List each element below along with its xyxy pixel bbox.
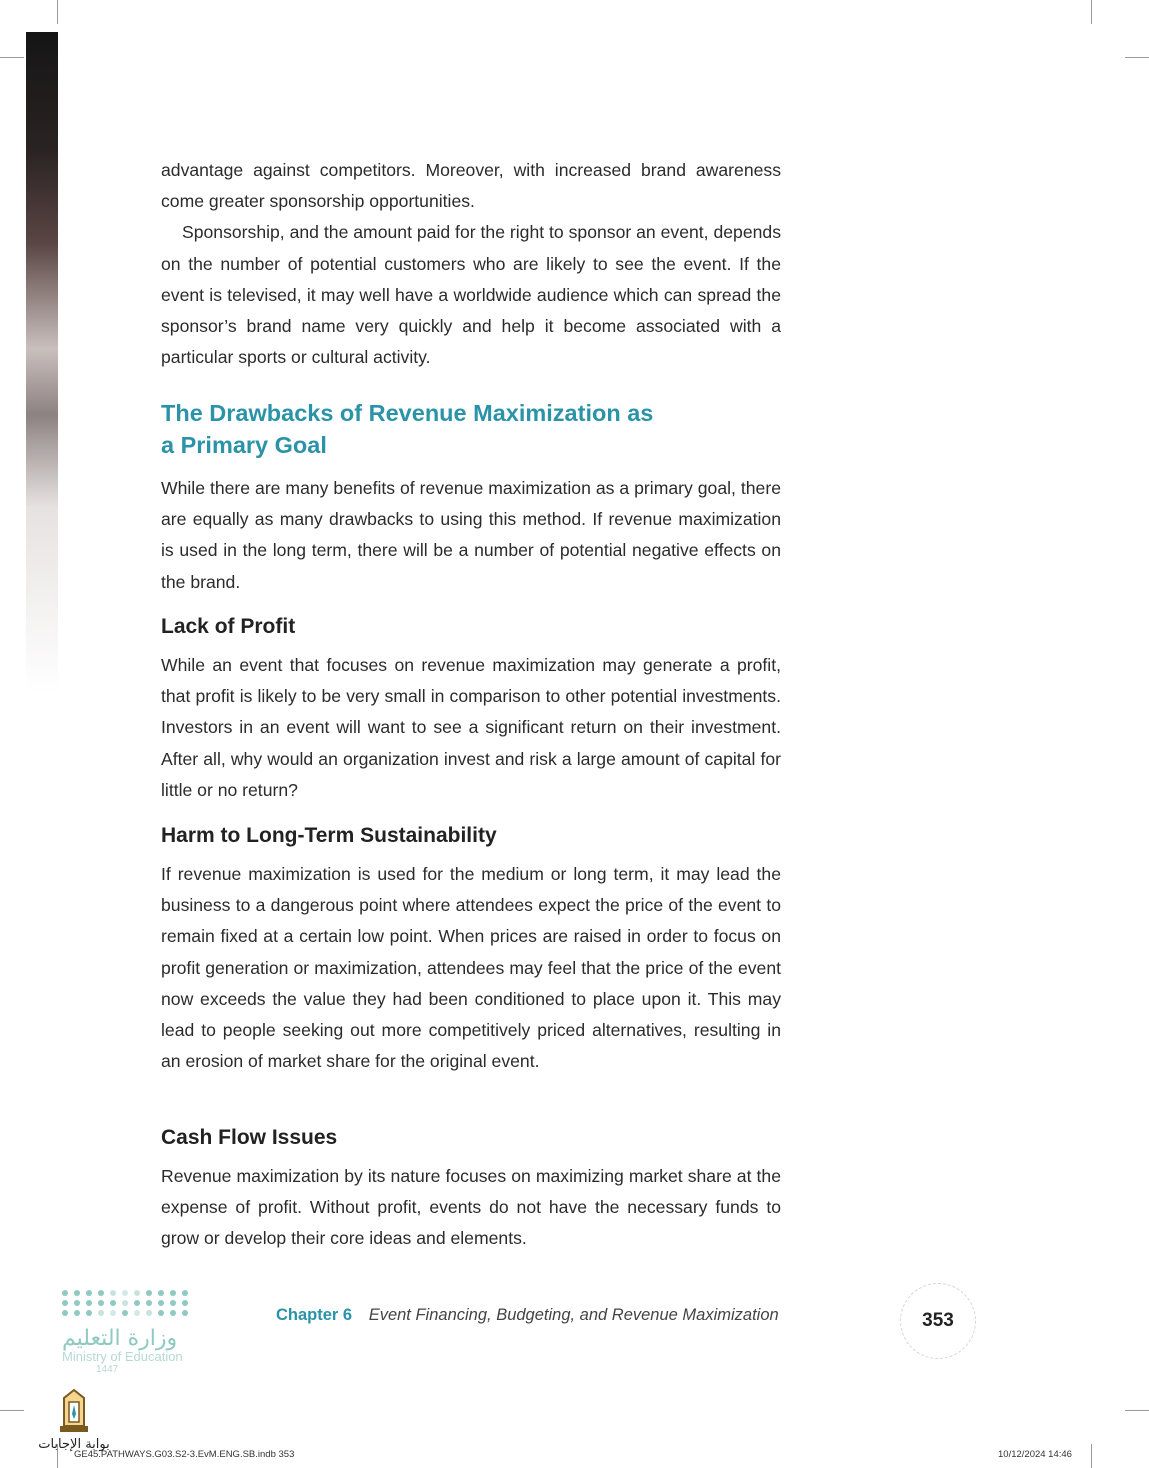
print-slug-file: GE45.PATHWAYS.G03.S2-3.EvM.ENG.SB.indb 353 xyxy=(74,1449,295,1460)
subsection-cash-flow xyxy=(161,1124,781,1152)
subsection-body xyxy=(161,650,781,806)
bleed-photo-strip xyxy=(26,32,58,692)
paragraph: Sponsorship, and the amount paid for the right to sponsor an event, depends on the number of potential customers who are likely to see the event. If the event is televised, it may well have a worldwide audience which can spread the sponsor’s brand name very quickly and help it become associated with a particular sports or cultural activity. xyxy=(161,222,781,368)
ministry-dots-icon xyxy=(62,1290,202,1316)
subsection-heading: Cash Flow Issues xyxy=(161,1126,338,1149)
crop-mark xyxy=(1091,0,1092,24)
section-heading-line: a Primary Goal xyxy=(161,432,327,458)
ministry-arabic-name: وزارة التعليم xyxy=(62,1326,178,1351)
crop-mark xyxy=(57,0,58,24)
section-heading-line: The Drawbacks of Revenue Maximization as xyxy=(161,400,654,426)
body-top xyxy=(161,155,781,373)
section-heading xyxy=(161,397,781,461)
paragraph: advantage against competitors. Moreover, with increased brand awareness come greater sponsorship opportunities. xyxy=(161,160,781,212)
subsection-body xyxy=(161,859,781,1077)
ministry-english-name: Ministry of Education xyxy=(62,1349,183,1364)
crop-mark xyxy=(1091,1444,1092,1468)
subsection-heading: Lack of Profit xyxy=(161,615,296,638)
crop-mark xyxy=(1125,1410,1149,1411)
paragraph: While there are many benefits of revenue maximization as a primary goal, there are equally as many drawbacks to using this method. If revenue maximization is used in the long term, there will be a number of potential negative effects on the brand. xyxy=(161,478,781,592)
subsection-body xyxy=(161,1161,781,1255)
crop-mark xyxy=(1125,57,1149,58)
section-intro xyxy=(161,473,781,598)
chapter-title: Event Financing, Budgeting, and Revenue Maximization xyxy=(368,1306,779,1324)
page-number: 353 xyxy=(900,1283,976,1359)
ministry-logo xyxy=(62,1290,202,1375)
ministry-year: 1447 xyxy=(96,1364,119,1375)
print-slug-date: 10/12/2024 14:46 xyxy=(998,1449,1072,1460)
subsection-lack-of-profit xyxy=(161,613,781,641)
paragraph: Revenue maximization by its nature focuses on maximizing market share at the expense of profit. Without profit, events do not have the necessary funds to grow or develop their core ideas and elements. xyxy=(161,1166,781,1249)
subsection-sustainability xyxy=(161,822,781,850)
paragraph: If revenue maximization is used for the medium or long term, it may lead the business to a dangerous point where attendees expect the price of the event to remain fixed at a certain low point. When prices are raised in order to focus on profit generation or maximization, attendees may feel that the price of the event now exceeds the value they had been conditioned to place upon it. This may lead to people seeking out more competitively priced alternatives, resulting in an erosion of market share for the original event. xyxy=(161,864,781,1072)
crop-mark xyxy=(0,1410,24,1411)
chapter-label: Chapter 6 xyxy=(276,1306,353,1324)
portal-watermark xyxy=(34,1388,114,1452)
footer-chapter xyxy=(276,1306,779,1325)
portal-name: بوابة الإجابات xyxy=(38,1437,110,1452)
paragraph: While an event that focuses on revenue maximization may generate a profit, that profit is likely to be very small in comparison to other potential investments. Investors in an event will want to see a significant return on their investment. After all, why would an organization invest and risk a large amount of capital for little or no return? xyxy=(161,655,781,800)
portal-lantern-icon xyxy=(52,1388,96,1436)
crop-mark xyxy=(0,57,24,58)
subsection-heading: Harm to Long-Term Sustainability xyxy=(161,824,497,847)
